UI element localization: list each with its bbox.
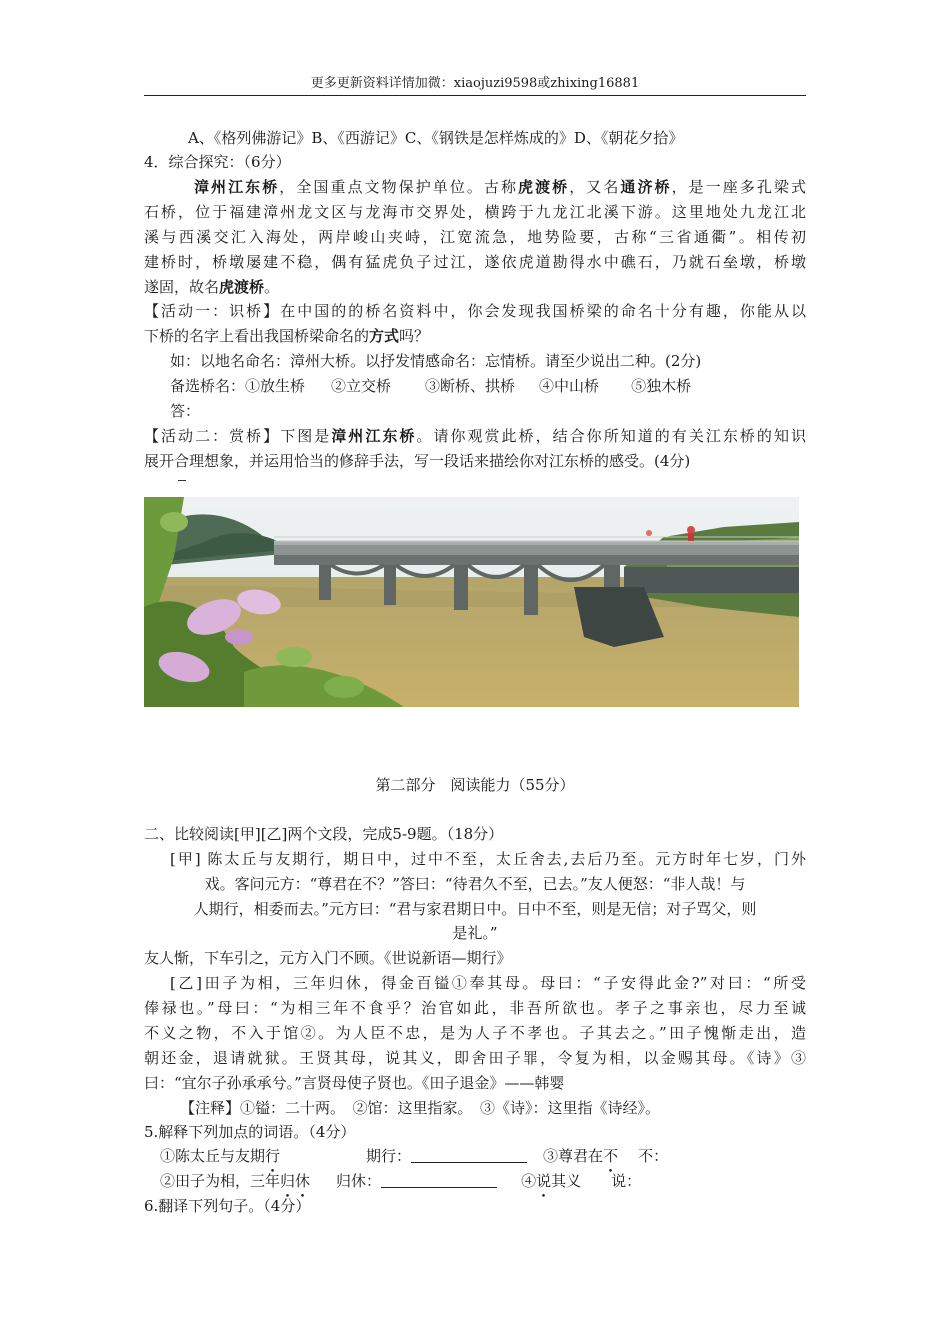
bridge-option-2: ②立交桥 (331, 377, 392, 395)
stray-mark (178, 480, 186, 481)
q5-row-1: ①陈太丘与友期行 期行： ③尊君在不 不： (160, 1147, 669, 1165)
bridge-option-1: 备选桥名：①放生桥 (170, 377, 306, 395)
passage-yi-line-4: 朝还金，退请就狱。王贤其母，说其义，即舍田子罪，令复为相，以金赐其母。《诗》③ (144, 1049, 806, 1067)
section2-title: 二、比较阅读[甲][乙]两个文段，完成5-9题。（18分） (144, 825, 504, 843)
bridge-option-3: ③断桥、拱桥 (425, 377, 516, 395)
bridge-name-options (144, 374, 806, 398)
emphasis-dot-char: 行 (265, 1147, 281, 1165)
answer-blank-qixing[interactable] (411, 1146, 527, 1163)
part2-title: 第二部分 阅读能力（55分） (375, 776, 575, 794)
q4-intro-line-2: 石桥，位于福建漳州龙文区与龙海市交界处，横跨于九龙江北溪下游。这里地处九龙江北 (144, 203, 806, 221)
passage-yi-line-1: [乙]田子为相，三年归休，得金百镒①奉其母。母曰：“子安得此金?”对曰：“所受 (170, 974, 806, 992)
page-header: 更多更新资料详情加微：xiaojuzi9598或zhixing16881 (310, 76, 640, 91)
activity1-line-2: 下桥的名字上看出我国桥梁命名的方式吗？ (144, 327, 430, 345)
jiangdong-bridge-photo (144, 497, 799, 707)
activity2-line-2: 展开合理想象，并运用恰当的修辞手法，写一段话来描绘你对江东桥的感受。(4分) (144, 452, 691, 470)
passage-jia-line-1: [甲] 陈太丘与友期行，期日中，过中不至，太丘舍去,去后乃至。元方时年七岁，门外 (170, 850, 806, 868)
emphasis-dot-char: 休 (295, 1172, 311, 1190)
activity1-example: 如：以地名命名：漳州大桥。以抒发情感命名：忘情桥。请至少说出二种。(2分) (170, 352, 702, 370)
emphasis-dot-char: 归 (280, 1172, 296, 1190)
q4-intro-line-1: 漳州江东桥，全国重点文物保护单位。古称虎渡桥，又名通济桥，是一座多孔梁式 (194, 178, 806, 196)
passage-jia-line-2: 戏。客问元方：“尊君在不？”答曰：“待君久不至，已去。”友人便怒：“非人哉！与 (204, 875, 746, 893)
passage-yi-line-2: 俸禄也。”母曰：“为相三年不食乎？治官如此，非吾所欲也。孝子之事亲也，尽力至诚 (144, 999, 806, 1017)
q6-title: 6.翻译下列句子。（4分） (144, 1197, 311, 1215)
header-rule (144, 95, 806, 96)
q4-intro-line-3: 溪与西溪交汇入海处，两岸峻山夹峙，江宽流急，地势险要，古称“三省通衢”。相传初 (144, 228, 806, 246)
q5-row-2: ②田子为相，三年归休 归休： ④说其义 说： (160, 1172, 642, 1190)
activity1-answer-label: 答： (170, 402, 201, 420)
q4-intro-line-5: 遂固，故名虎渡桥。 (144, 278, 280, 296)
bridge-option-5: ⑤独木桥 (631, 377, 692, 395)
emphasis-dot-char: 不 (603, 1147, 619, 1165)
emphasis-dot-char: 说 (536, 1172, 552, 1190)
annotation-notes: 【注释】①镒：二十两。 ②馆：这里指家。 ③《诗》：这里指《诗经》。 (180, 1099, 661, 1117)
q4-intro-line-4: 建桥时，桥墩屡建不稳，偶有猛虎负子过江，遂依虎道勘得水中礁石，乃就石垒墩，桥墩 (144, 253, 806, 271)
activity1-line-1: 【活动一：识桥】在中国的的桥名资料中，你会发现我国桥梁的命名十分有趣，你能从以 (144, 302, 806, 320)
answer-blank-guixiu[interactable] (381, 1171, 497, 1188)
activity2-line-1: 【活动二：赏桥】下图是漳州江东桥。请你观赏此桥，结合你所知道的有关江东桥的知识 (144, 427, 806, 445)
passage-yi-line-3: 不义之物，不入于馆②。为人臣不忠，是为人子不孝也。子其去之。”田子愧惭走出，造 (144, 1024, 806, 1042)
bridge-option-4: ④中山桥 (539, 377, 600, 395)
passage-yi-line-5: 曰：“宜尔子孙承承兮。”言贤母使子贤也。《田子退金》——韩婴 (144, 1074, 565, 1092)
q5-title: 5.解释下列加点的词语。（4分） (144, 1123, 356, 1141)
passage-jia-line-3: 人期行，相委而去。”元方曰：“君与家君期日中。日中不至，则是无信；对子骂父，则 (193, 900, 757, 918)
q4-title: 4．综合探究：（6分） (144, 153, 291, 171)
answer-options: A、《格列佛游记》B、《西游记》C、《钢铁是怎样炼成的》D、《朝花夕拾》 (188, 129, 684, 147)
passage-jia-line-4: 是礼。” (452, 924, 498, 942)
passage-jia-line-5: 友人惭，下车引之，元方入门不顾。《世说新语—期行》 (144, 949, 512, 967)
